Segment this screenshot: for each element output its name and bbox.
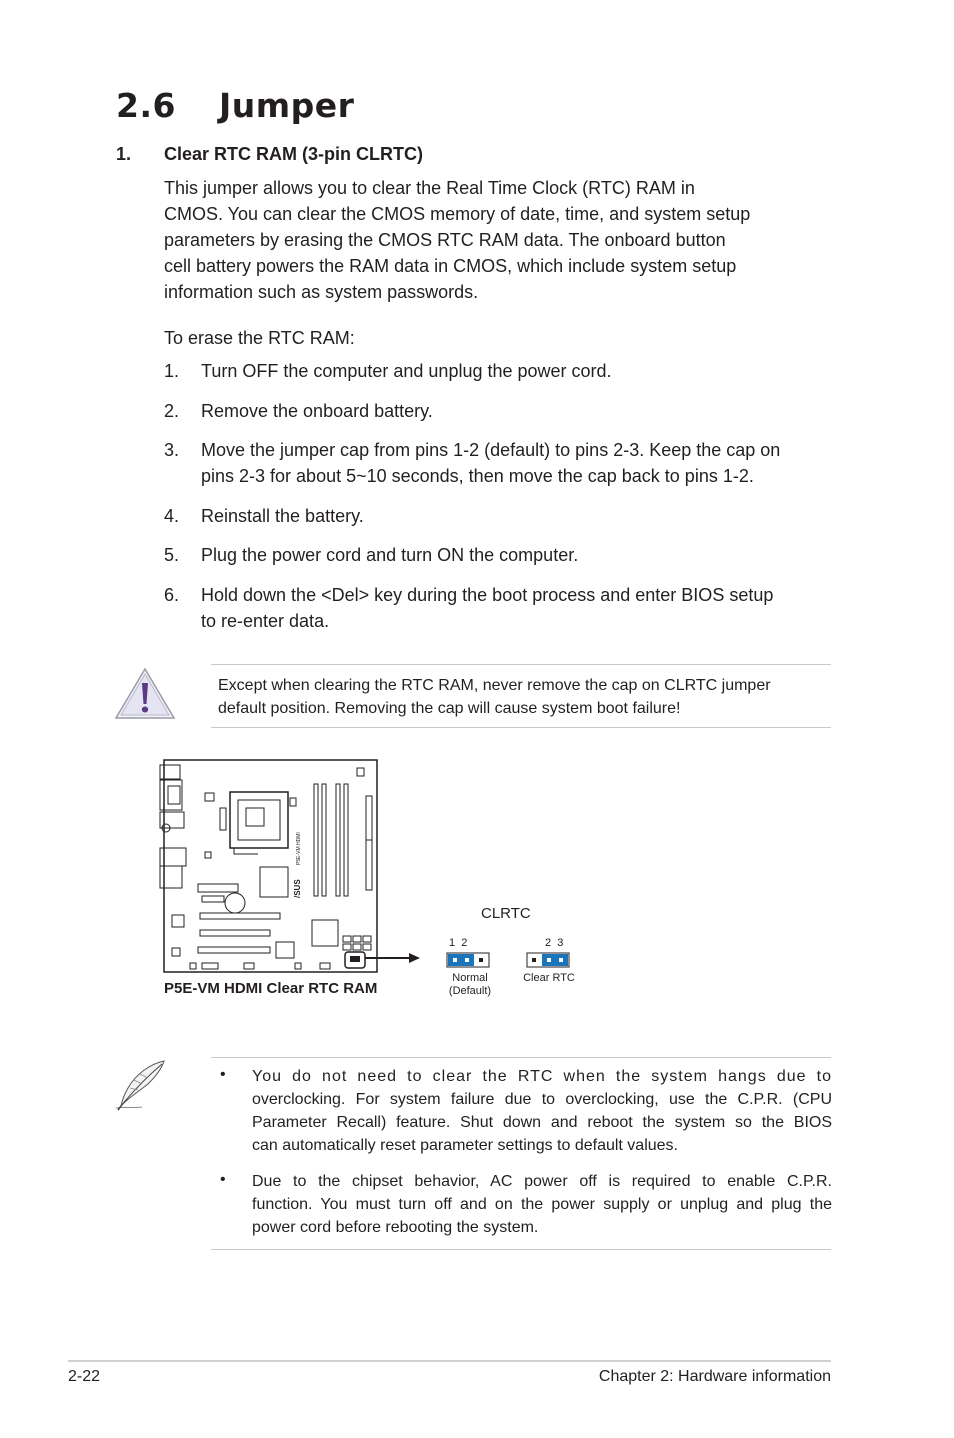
section-title	[116, 86, 354, 125]
section-title-text: Jumper	[219, 86, 355, 125]
motherboard-diagram	[150, 750, 440, 978]
item-number: 1.	[116, 144, 132, 164]
step-line: pins 2-3 for about 5~10 seconds, then move the cap back to pins 1-2.	[201, 466, 754, 486]
item-description	[164, 175, 834, 305]
normal-label	[443, 972, 497, 998]
jumper-name: CLRTC	[481, 905, 531, 922]
step-text	[201, 358, 833, 384]
brand-logo: /SUS	[293, 879, 302, 898]
note-bullet-text	[252, 1065, 832, 1157]
step-text	[201, 437, 833, 489]
warning-triangle-icon	[113, 666, 177, 722]
note-bottom-rule	[211, 1249, 831, 1250]
clear-jumper-cap	[542, 954, 568, 966]
chapter-title: Chapter 2: Hardware information	[598, 1368, 831, 1385]
jumper-pin	[532, 958, 536, 962]
step-line: Hold down the <Del> key during the boot process and enter BIOS setup	[201, 585, 774, 605]
jumper-pin	[547, 958, 551, 962]
caution-line: default position. Removing the cap will cause system boot failure!	[218, 700, 681, 717]
note-line: Parameter Recall) feature. Shut down and reboot the system so the BIOS	[252, 1114, 832, 1131]
clrtc-jumper-onboard	[350, 956, 360, 962]
step-text	[201, 542, 833, 568]
step-number: 2.	[164, 401, 180, 421]
board-model-label: P5E-VM HDMI	[296, 832, 302, 865]
note-line: You do not need to clear the RTC when the system hangs due to	[252, 1068, 832, 1085]
footer-rule	[68, 1360, 831, 1362]
step-number: 6.	[164, 585, 180, 605]
caution-line: Except when clearing the RTC RAM, never remove the cap on CLRTC jumper	[218, 677, 771, 694]
caution-top-rule	[211, 664, 831, 665]
jumper-pin	[465, 958, 469, 962]
step-number: 4.	[164, 506, 180, 526]
step-line: Move the jumper cap from pins 1-2 (default) to pins 2-3. Keep the cap on	[201, 440, 781, 460]
step-line: Reinstall the battery.	[201, 506, 364, 526]
step-number: 3.	[164, 440, 180, 460]
description-line: This jumper allows you to clear the Real Time Clock (RTC) RAM in	[164, 178, 695, 198]
step-number: 1.	[164, 361, 180, 381]
step-line: to re-enter data.	[201, 611, 330, 631]
section-number: 2.6	[116, 86, 176, 125]
step-text	[201, 398, 833, 424]
caution-text	[218, 674, 828, 720]
note-line: function. You must turn off and on the power supply or unplug and plug the	[252, 1196, 832, 1213]
normal-jumper-cap	[448, 954, 474, 966]
normal-pins-label: 1 2	[449, 937, 468, 949]
step-line: Remove the onboard battery.	[201, 401, 433, 421]
jumper-pin	[559, 958, 563, 962]
description-line: parameters by erasing the CMOS RTC RAM data. The onboard button	[164, 230, 726, 250]
note-bullet-symbol: •	[220, 1171, 226, 1188]
note-line: can automatically reset parameter settings to default values.	[252, 1137, 678, 1154]
step-text	[201, 582, 833, 634]
note-top-rule	[211, 1057, 831, 1058]
jumper-pin	[479, 958, 483, 962]
step-line: Turn OFF the computer and unplug the power cord.	[201, 361, 612, 381]
step-text	[201, 503, 833, 529]
note-line: Due to the chipset behavior, AC power off is required to enable C.P.R.	[252, 1173, 832, 1190]
erase-intro: To erase the RTC RAM:	[164, 328, 355, 348]
jumper-pin	[453, 958, 457, 962]
note-bullet-text	[252, 1170, 832, 1239]
description-line: CMOS. You can clear the CMOS memory of date, time, and system setup	[164, 204, 751, 224]
description-line: information such as system passwords.	[164, 282, 479, 302]
note-line: overclocking. For system failure due to overclocking, use the C.P.R. (CPU	[252, 1091, 832, 1108]
caution-bottom-rule	[211, 727, 831, 728]
note-line: power cord before rebooting the system.	[252, 1219, 539, 1236]
step-line: Plug the power cord and turn ON the computer.	[201, 545, 579, 565]
clear-rtc-label: Clear RTC	[523, 972, 575, 984]
note-bullet-symbol: •	[220, 1066, 226, 1083]
jumper-settings-diagram	[445, 951, 579, 971]
normal-label-line: Normal	[452, 972, 488, 984]
arrow-head	[409, 953, 420, 963]
page-number: 2-22	[68, 1368, 101, 1385]
normal-label-line: (Default)	[448, 985, 492, 997]
description-line: cell battery powers the RAM data in CMOS, which include system setup	[164, 256, 737, 276]
item-title: Clear RTC RAM (3-pin CLRTC)	[164, 144, 423, 164]
figure-caption: P5E-VM HDMI Clear RTC RAM	[164, 980, 378, 997]
step-number: 5.	[164, 545, 180, 565]
feather-pen-icon	[112, 1058, 170, 1112]
clear-pins-label: 2 3	[545, 937, 564, 949]
